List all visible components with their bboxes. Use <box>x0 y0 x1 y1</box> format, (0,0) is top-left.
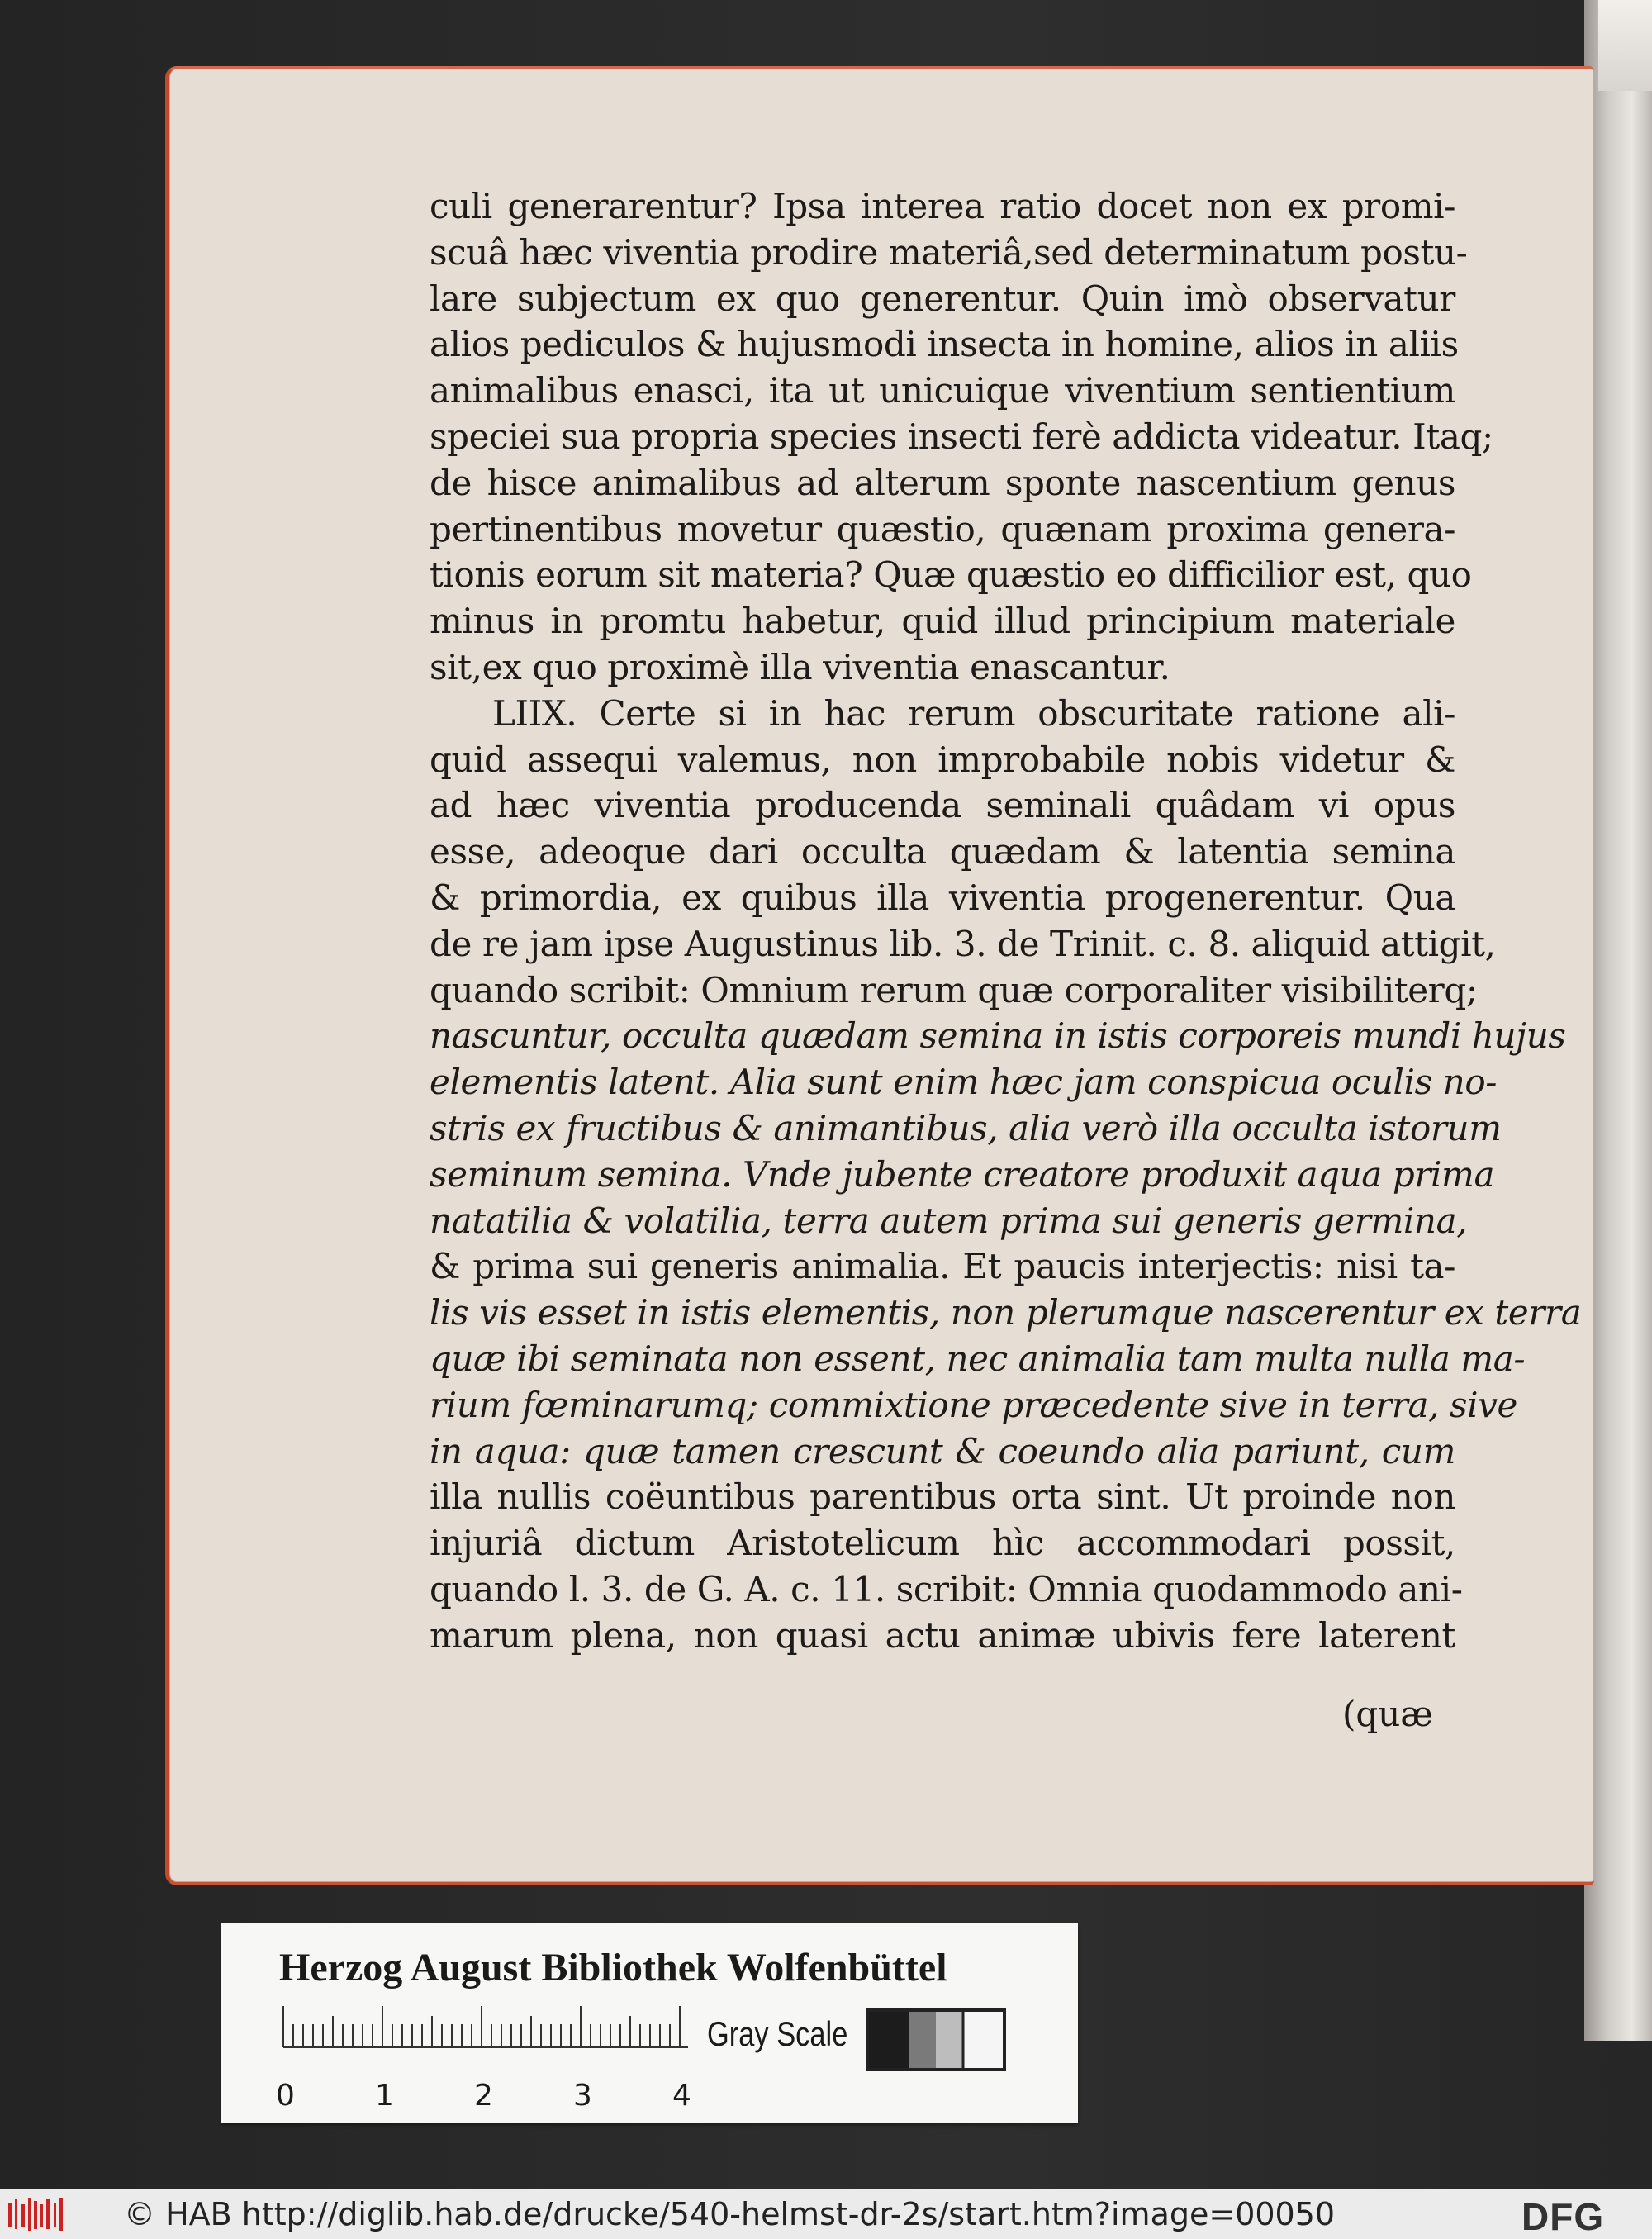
text-line: nascuntur, occulta quædam semina in istis corporeis mundi hujus <box>430 1015 1566 1057</box>
gray-patch <box>936 2010 963 2070</box>
text-line: illa nullis coëuntibus parentibus orta sint. Ut proinde non <box>430 1476 1455 1518</box>
text-line: quæ ibi seminata non essent, nec animalia tam multa nulla ma- <box>430 1338 1526 1379</box>
text-line: alios pediculos & hujusmodi insecta in homine, alios in aliis <box>430 324 1459 365</box>
text-line: & primordia, ex quibus illa viventia progenerentur. Qua <box>430 877 1455 918</box>
text-line: in aqua: quæ tamen crescunt & coeundo alia pariunt, cum <box>430 1430 1455 1471</box>
text-line: esse, adeoque dari occulta quædam & latentia semina <box>430 831 1455 872</box>
page-text <box>430 183 1582 1659</box>
gray-scale-patches <box>867 2010 1004 2070</box>
text-line: animalibus enasci, ita ut unicuique viventium sentientium <box>430 370 1455 411</box>
gray-patch <box>963 2010 1004 2070</box>
scale-number: 3 <box>573 2079 592 2113</box>
text-line: marum plena, non quasi actu animæ ubivis fere laterent <box>430 1614 1455 1656</box>
text-line: & prima sui generis animalia. Et paucis interjectis: nisi ta- <box>430 1246 1455 1287</box>
footer-bar <box>0 2189 1652 2239</box>
text-line: pertinentibus movetur quæstio, quænam proxima genera- <box>430 508 1455 549</box>
text-line: ad hæc viventia producenda seminali quâdam vi opus <box>430 785 1455 826</box>
gray-scale-label: Gray Scale <box>707 2014 848 2053</box>
text-line: elementis latent. Alia sunt enim hæc jam conspicua oculis no- <box>430 1062 1497 1103</box>
text-line: culi generarentur? Ipsa interea ratio docet non ex promi- <box>430 186 1455 226</box>
hab-barcode-icon <box>8 2196 66 2232</box>
text-line: tionis eorum sit materia? Quæ quæstio eo difficilior est, quo <box>430 554 1472 596</box>
color-reference-card <box>221 1923 1078 2123</box>
text-line: lis vis esset in istis elementis, non plerumque nascerentur ex terra <box>430 1292 1582 1333</box>
text-line: de re jam ipse Augustinus lib. 3. de Trinit. c. 8. aliquid attigit, <box>430 923 1496 964</box>
text-line: quid assequi valemus, non improbabile nobis videtur & <box>430 739 1455 780</box>
text-line: injuriâ dictum Aristotelicum hìc accommodari possit, <box>430 1523 1455 1564</box>
dfg-logo: DFG <box>1521 2195 1605 2238</box>
text-line: de hisce animalibus ad alterum sponte nascentium genus <box>430 462 1455 503</box>
gray-patch <box>909 2010 936 2070</box>
gray-patch <box>867 2010 909 2070</box>
book-edge <box>1584 0 1652 2041</box>
scale-number: 0 <box>276 2079 295 2113</box>
scale-number: 2 <box>474 2079 493 2113</box>
text-line: rium fœminarumq; commixtione præcedente sive in terra, sive <box>430 1384 1517 1425</box>
text-line: scuâ hæc viventia prodire materiâ,sed determinatum postu- <box>430 231 1468 273</box>
text-line: quando l. 3. de G. A. c. 11. scribit: Omnia quodammodo ani- <box>430 1568 1463 1609</box>
source-url-link[interactable]: © HAB http://diglib.hab.de/drucke/540-helmst-dr-2s/start.htm?image=00050 <box>124 2196 1336 2232</box>
text-line: minus in promtu habetur, quid illud principium materiale <box>430 601 1455 642</box>
scale-number: 4 <box>672 2079 691 2113</box>
catchword: (quæ <box>1342 1694 1433 1734</box>
text-line: speciei sua propria species insecti ferè addicta videatur. Itaq; <box>430 416 1493 457</box>
text-line: seminum semina. Vnde jubente creatore produxit aqua prima <box>430 1153 1495 1195</box>
text-line: stris ex fructibus & animantibus, alia verò illa occulta istorum <box>430 1107 1502 1148</box>
text-line: quando scribit: Omnium rerum quæ corporaliter visibiliterq; <box>430 969 1478 1010</box>
text-line: natatilia & volatilia, terra autem prima sui generis germina, <box>430 1200 1468 1241</box>
ruler-scale <box>221 1923 1078 2123</box>
scale-number: 1 <box>375 2079 394 2113</box>
library-title: Herzog August Bibliothek Wolfenbüttel <box>279 1946 947 1989</box>
text-line: sit,ex quo proximè illa viventia enascantur. <box>430 646 1170 687</box>
book-edge-top <box>1598 0 1652 91</box>
text-line: lare subjectum ex quo generentur. Quin imò observatur <box>430 278 1455 319</box>
text-line: LIIX. Certe si in hac rerum obscuritate ratione ali- <box>492 692 1455 734</box>
